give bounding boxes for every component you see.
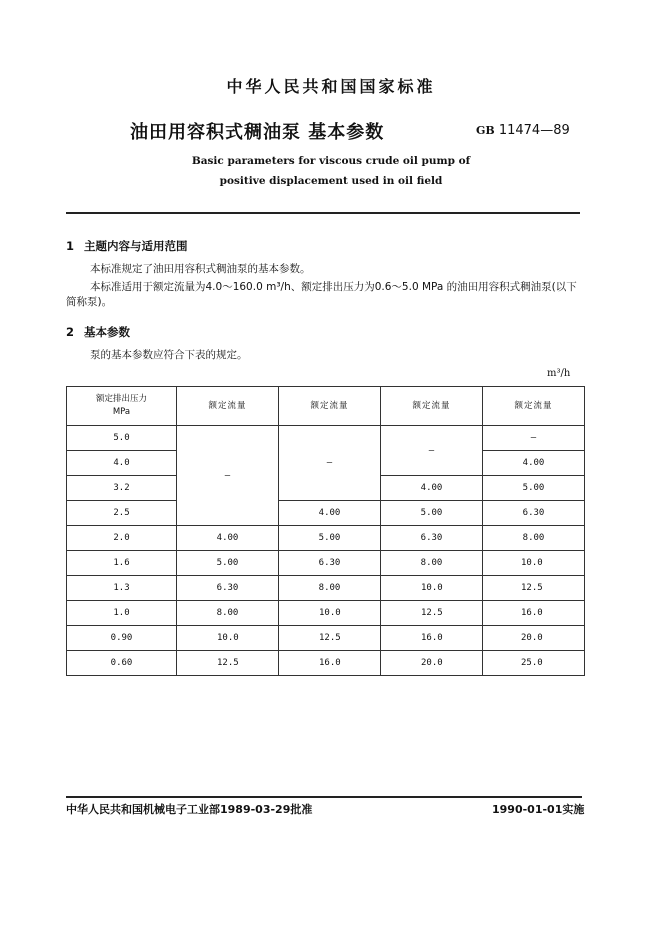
- section1-title: 主题内容与适用范围: [84, 239, 188, 253]
- flow-cell: 20.0: [483, 626, 585, 651]
- flow-cell: 12.5: [279, 626, 381, 651]
- implementation-date: 1990-01-01实施: [492, 803, 585, 816]
- pressure-cell: 1.6: [67, 551, 177, 576]
- flow-cell-empty: —: [381, 426, 483, 476]
- pressure-cell: 5.0: [67, 426, 177, 451]
- document-title-en-line2: positive displacement used in oil field: [219, 175, 443, 187]
- header-pressure-label: 额定排出压力: [95, 394, 147, 404]
- table-row: [67, 551, 585, 576]
- section2-number: 2: [66, 325, 75, 339]
- flow-cell: 8.00: [279, 576, 381, 601]
- flow-cell: 6.30: [177, 576, 279, 601]
- section1-number: 1: [66, 239, 75, 253]
- table-row: [67, 426, 585, 451]
- table-row: [67, 576, 585, 601]
- section2-paragraph1: 泵的基本参数应符合下表的规定。: [90, 349, 248, 361]
- flow-cell: 12.5: [483, 576, 585, 601]
- pressure-cell: 4.0: [67, 451, 177, 476]
- flow-cell: 6.30: [279, 551, 381, 576]
- table-row: [67, 501, 585, 526]
- header-flow-2: 额定流量: [279, 387, 381, 426]
- flow-cell: 10.0: [279, 601, 381, 626]
- flow-cell: 8.00: [381, 551, 483, 576]
- parameter-table: [66, 386, 585, 676]
- flow-cell: 16.0: [381, 626, 483, 651]
- header-flow-1: 额定流量: [177, 387, 279, 426]
- flow-cell: 6.30: [483, 501, 585, 526]
- flow-cell-empty: —: [177, 426, 279, 526]
- standard-code: [476, 123, 570, 138]
- flow-cell: 8.00: [177, 601, 279, 626]
- flow-cell: 20.0: [381, 651, 483, 676]
- flow-cell: 4.00: [279, 501, 381, 526]
- header-pressure: [67, 387, 177, 426]
- pressure-cell: 1.0: [67, 601, 177, 626]
- section2-heading: [66, 324, 130, 340]
- flow-cell: —: [483, 426, 585, 451]
- approval-text: 中华人民共和国机械电子工业部1989-03-29批准: [66, 803, 313, 816]
- table-row: [67, 601, 585, 626]
- flow-cell: 6.30: [381, 526, 483, 551]
- header-flow-3: 额定流量: [381, 387, 483, 426]
- flow-cell: 5.00: [483, 476, 585, 501]
- footer-divider: [66, 796, 582, 798]
- table-header-row: [67, 387, 585, 426]
- pressure-cell: 1.3: [67, 576, 177, 601]
- standard-code-prefix: GB: [476, 124, 495, 137]
- flow-cell: 10.0: [381, 576, 483, 601]
- flow-cell: 5.00: [177, 551, 279, 576]
- header-flow-4: 额定流量: [483, 387, 585, 426]
- section1-heading: [66, 238, 188, 254]
- flow-cell: 10.0: [483, 551, 585, 576]
- flow-cell: 5.00: [381, 501, 483, 526]
- section1-paragraph2: 本标准适用于额定流量为4.0～160.0 m³/h、额定排出压力为0.6～5.0 MPa 的油田用容积式稠油泵(以下简称泵)。: [66, 281, 577, 308]
- flow-cell: 16.0: [279, 651, 381, 676]
- document-title-cn: 油田用容积式稠油泵 基本参数: [130, 122, 385, 143]
- pressure-cell: 0.60: [67, 651, 177, 676]
- table-unit-label: m³/h: [547, 368, 571, 379]
- flow-cell: 12.5: [381, 601, 483, 626]
- flow-cell: 10.0: [177, 626, 279, 651]
- table-row: [67, 626, 585, 651]
- flow-cell: 5.00: [279, 526, 381, 551]
- pressure-cell: 3.2: [67, 476, 177, 501]
- flow-cell-empty: —: [279, 426, 381, 501]
- pressure-cell: 2.0: [67, 526, 177, 551]
- flow-cell: 12.5: [177, 651, 279, 676]
- flow-cell: 25.0: [483, 651, 585, 676]
- flow-cell: 8.00: [483, 526, 585, 551]
- flow-cell: 4.00: [177, 526, 279, 551]
- section1-paragraph1: 本标准规定了油田用容积式稠油泵的基本参数。: [90, 263, 311, 275]
- header-pressure-unit: MPa: [112, 407, 131, 417]
- pressure-cell: 2.5: [67, 501, 177, 526]
- flow-cell: 16.0: [483, 601, 585, 626]
- flow-cell: 4.00: [381, 476, 483, 501]
- flow-cell: 4.00: [483, 451, 585, 476]
- header-divider: [66, 212, 580, 214]
- section2-title: 基本参数: [84, 325, 130, 339]
- national-standard-header: 中华人民共和国国家标准: [226, 77, 436, 96]
- table-row: [67, 526, 585, 551]
- table-row: [67, 651, 585, 676]
- standard-code-number: 11474—89: [498, 123, 570, 138]
- pressure-cell: 0.90: [67, 626, 177, 651]
- document-title-en-line1: Basic parameters for viscous crude oil pump of: [191, 155, 471, 167]
